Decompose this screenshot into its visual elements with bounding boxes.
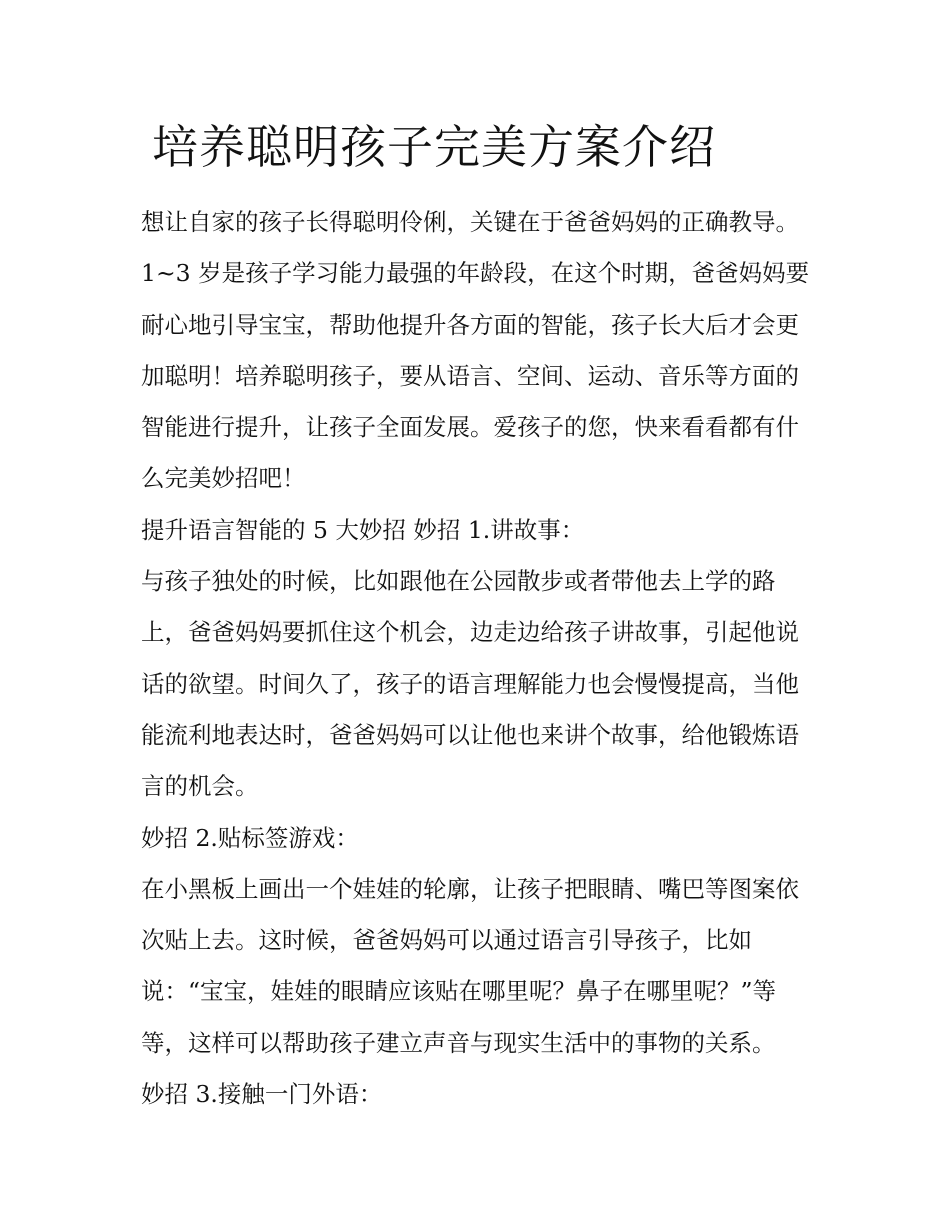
section-heading-language-tips: 提升语言智能的 5 大妙招 妙招 1.讲故事： [141, 515, 585, 544]
tip-2-heading: 妙招 2.贴标签游戏： [141, 823, 359, 852]
tip-1-paragraph: 与孩子独处的时候，比如跟他在公园散步或者带他去上学的路上，爸爸妈妈要抓住这个机会，边走边给孩子讲故事，引起他说话的欲望。时间久了，孩子的语言理解能力也会慢慢提高，当他能流利地表达时，爸爸妈妈可以让他也来讲个故事，给他锻炼语言的机会。 [141, 567, 799, 801]
document-title: 培养聪明孩子完美方案介绍 [152, 120, 716, 174]
tip-3-heading: 妙招 3.接触一门外语： [141, 1080, 383, 1109]
tip-2-paragraph: 在小黑板上画出一个娃娃的轮廓，让孩子把眼睛、嘴巴等图案依次贴上去。这时候，爸爸妈妈可以通过语言引导孩子，比如说：“宝宝，娃娃的眼睛应该贴在哪里呢？鼻子在哪里呢？”等等，这样可以帮助孩子建立声音与现实生活中的事物的关系。 [141, 874, 799, 1057]
document-body [141, 197, 821, 1120]
intro-paragraph: 想让自家的孩子长得聪明伶俐，关键在于爸爸妈妈的正确教导。1~3 岁是孩子学习能力最强的年龄段，在这个时期，爸爸妈妈要耐心地引导宝宝，帮助他提升各方面的智能，孩子长大后才会更加聪明！培养聪明孩子，要从语言、空间、运动、音乐等方面的智能进行提升，让孩子全面发展。爱孩子的您，快来看看都有什么完美妙招吧！ [141, 208, 810, 493]
